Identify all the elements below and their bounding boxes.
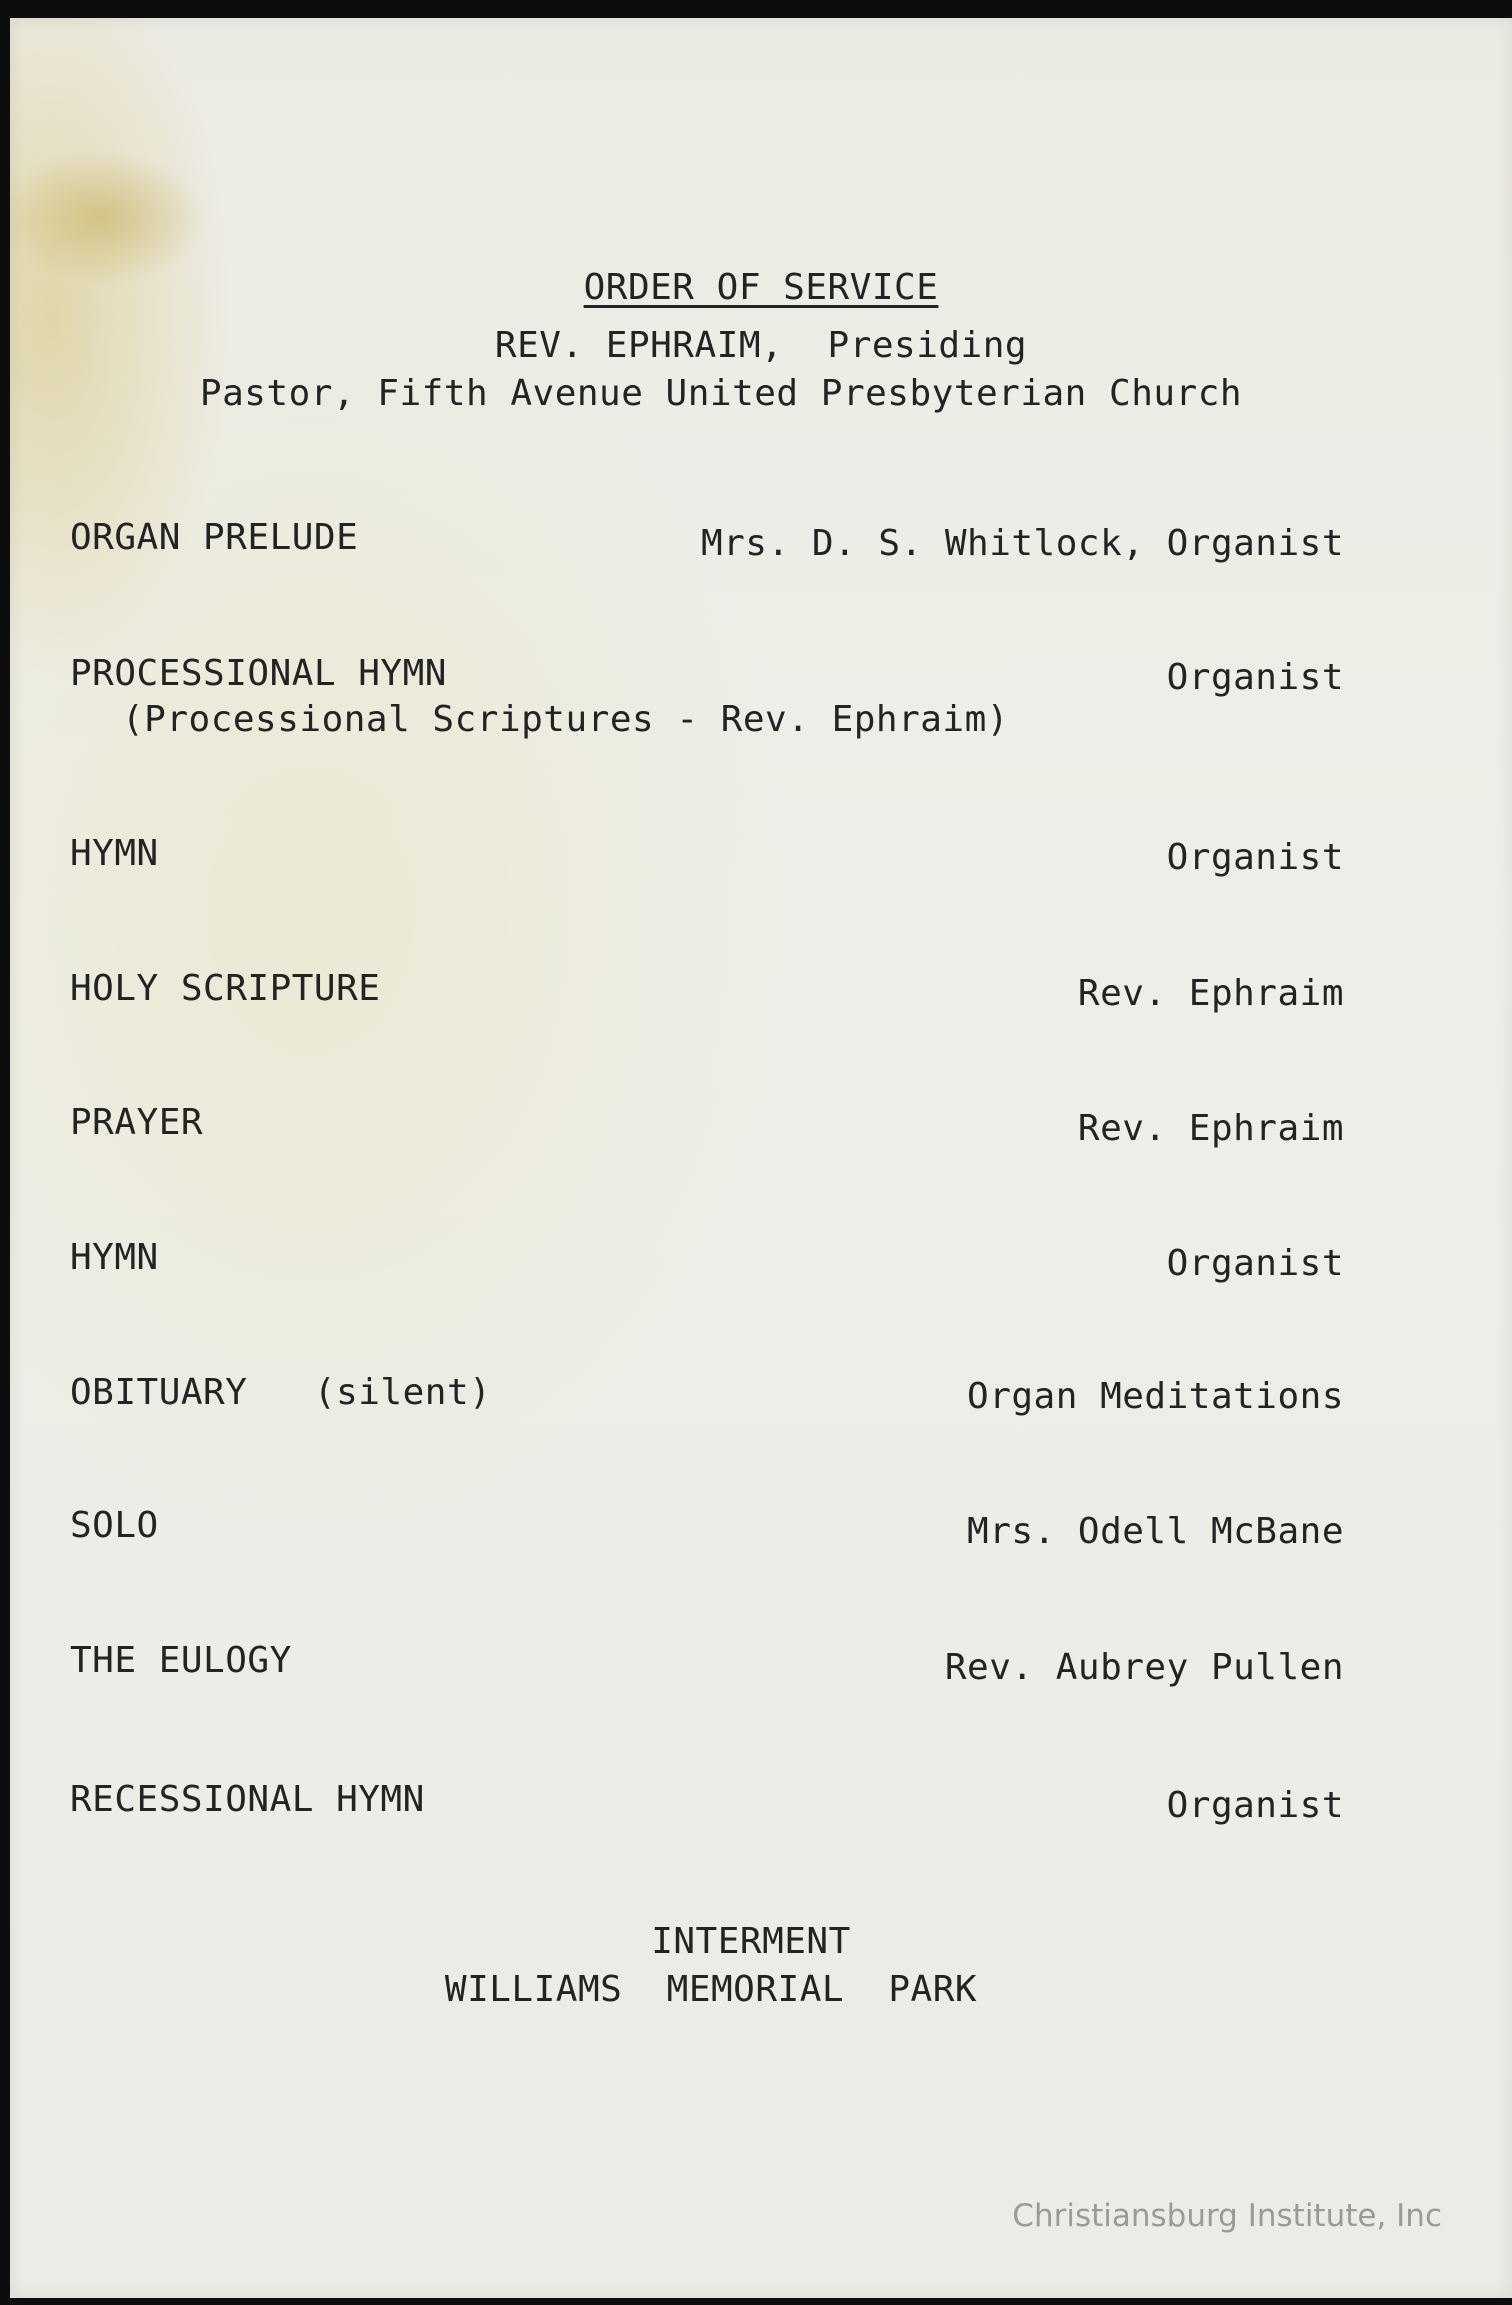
interment-place: WILLIAMS MEMORIAL PARK	[444, 1969, 978, 2010]
watermark: Christiansburg Institute, Inc	[1012, 2198, 1442, 2234]
program-item: OBITUARY (silent)	[70, 1372, 492, 1413]
program-performer: Rev. Ephraim	[1077, 1108, 1344, 1149]
program-performer: Organist	[1166, 837, 1344, 878]
program-item: HYMN	[70, 1237, 159, 1278]
program-performer: Rev. Aubrey Pullen	[944, 1647, 1344, 1688]
interment-label: INTERMENT	[651, 1921, 851, 1962]
program-page	[10, 18, 1512, 2298]
program-item: SOLO	[70, 1505, 159, 1546]
program-item: PRAYER	[70, 1102, 204, 1143]
program-performer: Organist	[1166, 657, 1344, 698]
program-performer: Rev. Ephraim	[1077, 973, 1344, 1014]
program-note: (Processional Scriptures - Rev. Ephraim)	[122, 699, 1009, 740]
program-item: RECESSIONAL HYMN	[70, 1779, 425, 1820]
presider-line: REV. EPHRAIM, Presiding	[494, 325, 1028, 366]
pastor-line: Pastor, Fifth Avenue United Presbyterian Church	[199, 373, 1243, 414]
program-item: PROCESSIONAL HYMN	[70, 653, 447, 694]
program-performer: Organ Meditations	[967, 1376, 1344, 1417]
program-performer: Mrs. D. S. Whitlock, Organist	[700, 523, 1344, 564]
program-performer: Organist	[1166, 1243, 1344, 1284]
program-item: ORGAN PRELUDE	[70, 517, 359, 558]
program-performer: Organist	[1166, 1785, 1344, 1826]
page-title: ORDER OF SERVICE	[583, 267, 939, 308]
program-item: HOLY SCRIPTURE	[70, 968, 381, 1009]
program-performer: Mrs. Odell McBane	[967, 1511, 1344, 1552]
program-item: THE EULOGY	[70, 1640, 292, 1681]
program-item: HYMN	[70, 833, 159, 874]
